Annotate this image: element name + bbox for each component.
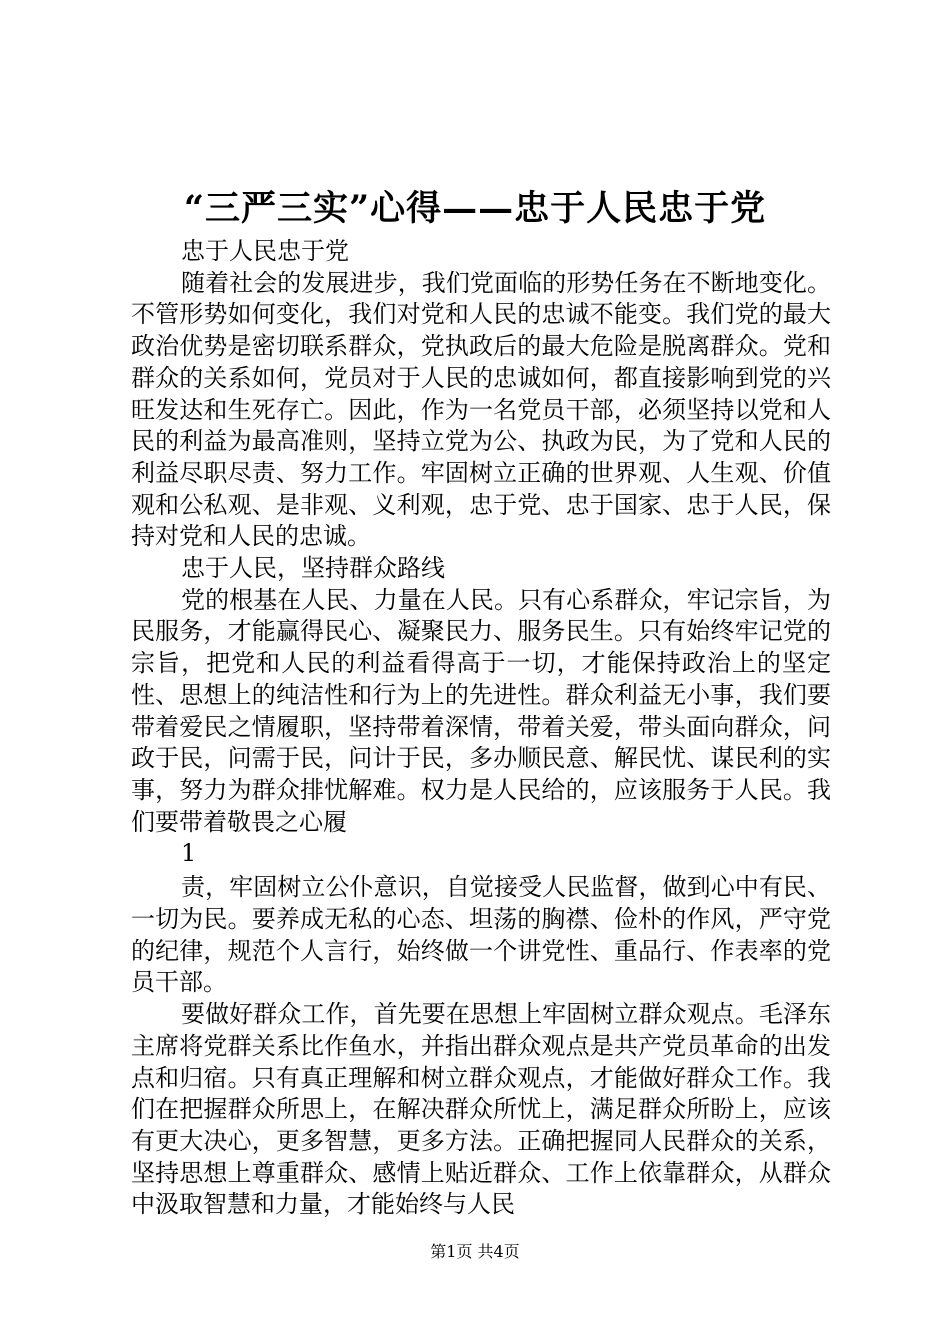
section-heading: 忠于人民，坚持群众路线 [181,554,445,583]
page-footer: 第1页 共4页 [430,1242,520,1261]
body-paragraph: 随着社会的发展进步，我们党面临的形势任务在不断地变化。不管形势如何变化，我们对党和人民的忠诚不能变。我们党的最大政治优势是密切联系群众，党执政后的最大危险是脱离群众。党和群众的关系如何，党员对于人民的忠诚如何，都直接影响到党的兴旺发达和生死存亡。因此，作为一名党员干部，必须坚持以党和人民的利益为最高准则，坚持立党为公、执政为民，为了党和人民的利益尽职尽责、努力工作。牢固树立正确的世界观、人生观、价值观和公私观、是非观、义利观，忠于党、忠于国家、忠于人民，保持对党和人民的忠诚。 [131,268,831,551]
inline-page-number: 1 [181,839,197,868]
document-body [131,236,831,1221]
section-heading: 忠于人民忠于党 [181,237,349,265]
body-paragraph: 责，牢固树立公仆意识，自觉接受人民监督，做到心中有民、一切为民。要养成无私的心态、坦荡的胸襟、俭朴的作风，严守党的纪律，规范个人言行，始终做一个讲党性、重品行、作表率的党员干部。 [131,873,831,997]
document-title: “三严三实”心得——忠于人民忠于党 [183,188,767,229]
body-paragraph: 党的根基在人民、力量在人民。只有心系群众，牢记宗旨，为民服务，才能赢得民心、凝聚民力、服务民生。只有始终牢记党的宗旨，把党和人民的利益看得高于一切，才能保持政治上的坚定性、思想上的纯洁性和行为上的先进性。群众利益无小事，我们要带着爱民之情履职，坚持带着深情，带着关爱，带头面向群众，问政于民，问需于民，问计于民，多办顺民意、解民忧、谋民利的实事，努力为群众排忧解难。权力是人民给的，应该服务于人民。我们要带着敬畏之心履 [131,585,831,836]
body-paragraph: 要做好群众工作，首先要在思想上牢固树立群众观点。毛泽东主席将党群关系比作鱼水，并指出群众观点是共产党员革命的出发点和归宿。只有真正理解和树立群众观点，才能做好群众工作。我们在把握群众所思上，在解决群众所忧上，满足群众所盼上，应该有更大决心，更多智慧，更多方法。正确把握同人民群众的关系，坚持思想上尊重群众、感情上贴近群众、工作上依靠群众，从群众中汲取智慧和力量，才能始终与人民 [131,1000,831,1219]
